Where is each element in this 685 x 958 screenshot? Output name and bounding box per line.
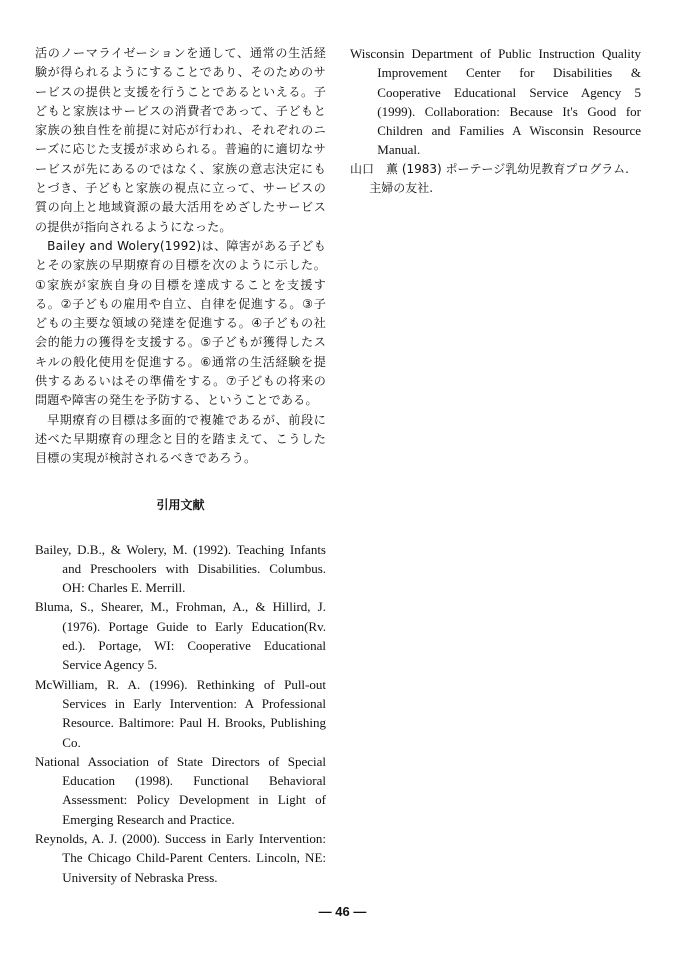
left-column [35,44,326,887]
references-heading: 引用文献 [156,497,205,512]
reference-item: 山口 薫 (1983) ポーテージ乳幼児教育プログラム. 主婦の友社. [350,161,629,196]
page-number: ― 46 ― [318,904,367,919]
reference-item: Bluma, S., Shearer, M., Frohman, A., & Hillird, J.(1976). Portage Guide to Early Education(Rv. ed.). Portage, WI: Cooperative Educational Service Agency 5. [35,599,326,673]
reference-item: Bailey, D.B., & Wolery, M. (1992). Teaching Infants and Preschoolers with Disabilities. Columbus. OH: Charles E. Merrill. [35,541,326,596]
right-column [350,44,641,198]
reference-item: Reynolds, A. J. (2000). Success in Early Intervention: The Chicago Child-Parent Centers. Lincoln, NE: University of Nebraska Press. [35,830,326,885]
body-paragraph: 早期療育の目標は多面的で複雑であるが、前段に述べた早期療育の理念と目的を踏まえて、こうした目標の実現が検討されるべきであろう。 [35,412,326,466]
reference-item: Wisconsin Department of Public Instruction Quality Improvement Center for Disabilities & Cooperative Educational Service Agency 5 (1999). Collaboration: Because It's Good for Children and Families A Wisconsin Resource Manual. [350,46,641,158]
body-paragraph: 活のノーマライゼーションを通して、通常の生活経験が得られるようにすることであり、そのためのサービスの提供と支援を行うことであるといえる。子どもと家族はサービスの消費者であって、子どもと家族の独自性を前提に対応が行われ、それぞれのニーズに応じた支援が求められる。普遍的に適切なサービスが先にあるのではなく、家族の意志決定にもとづき、子どもと家族の視点に立って、サービスの質の向上と地域資源の最大活用をめざしたサービスの提供が指向されるようになった。 [35,46,326,234]
reference-list [35,540,326,887]
body-paragraph: Bailey and Wolery(1992)は、障害がある子どもとその家族の早期療育の目標を次のように示した。①家族が家族自身の目標を達成することを支援する。②子どもの雇用や自立、自律を促進する。③子どもの主要な領域の発達を促進する。④子どもの社会的能力の獲得を支援する。⑤子どもが獲得したスキルの般化使用を促進する。⑥通常の生活経験を提供するあるいはその準備をする。⑦子どもの将来の問題や障害の発生を予防する、ということである。 [35,238,326,408]
reference-item: National Association of State Directors of Special Education (1998). Functional Behavioral Assessment: Policy Development in Light of Emerging Research and Practice. [35,753,326,827]
reference-list-continued [350,44,641,198]
reference-item: McWilliam, R. A. (1996). Rethinking of Pull-out Services in Early Intervention: A Professional Resource. Baltimore: Paul H. Brooks, Publishing Co. [35,676,326,750]
